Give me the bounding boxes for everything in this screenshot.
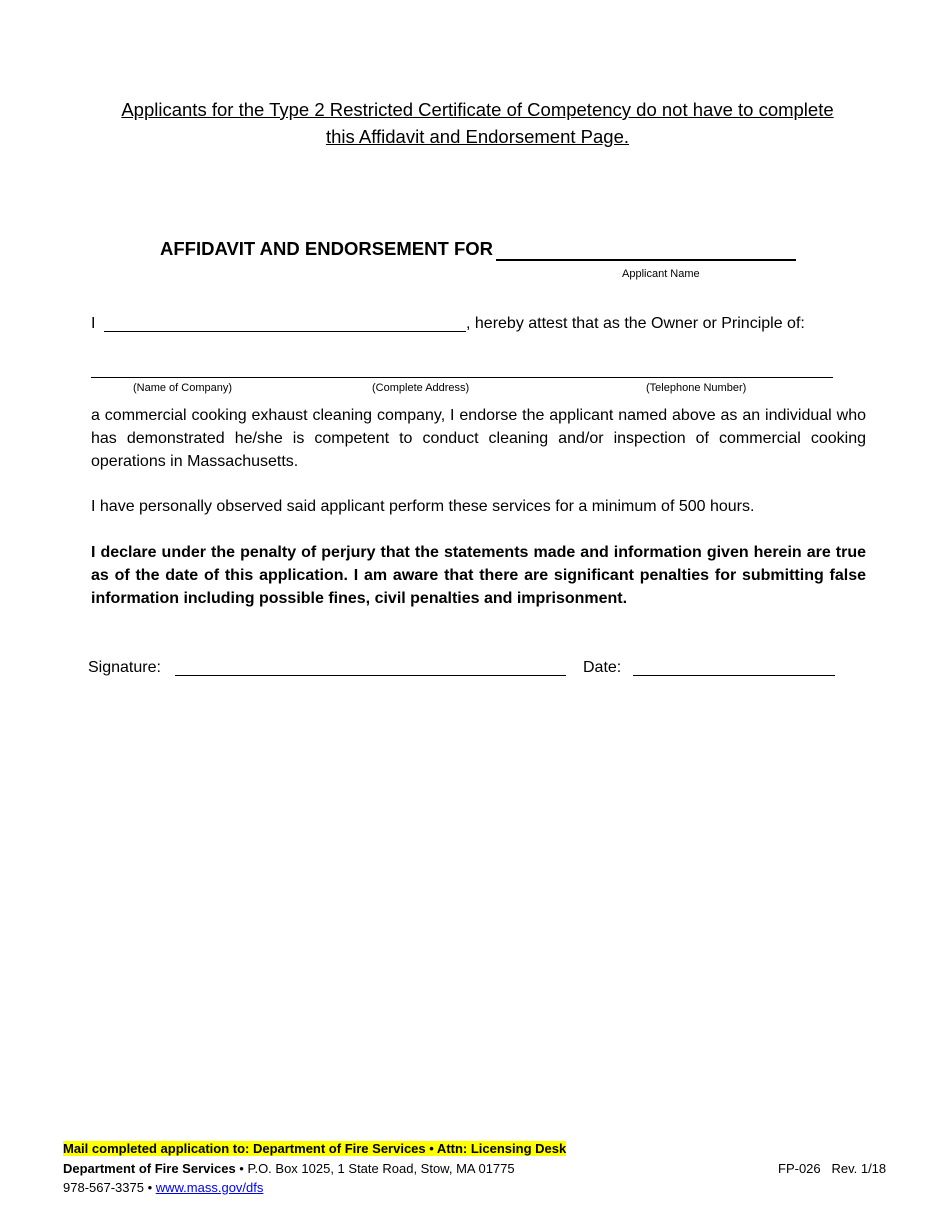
type2-notice xyxy=(80,96,875,150)
footer-address xyxy=(63,1159,515,1178)
attest-suffix: , hereby attest that as the Owner or Principle of: xyxy=(466,315,805,332)
applicant-name-field[interactable] xyxy=(496,259,796,261)
company-address-caption: (Complete Address) xyxy=(372,382,470,394)
website-link[interactable]: www.mass.gov/dfs xyxy=(155,1180,264,1195)
applicant-name-caption: Applicant Name xyxy=(622,268,700,280)
signature-field[interactable] xyxy=(175,675,566,676)
notice-line-1: Applicants for the Type 2 Restricted Certificate of Competency do not have to complete xyxy=(121,99,834,120)
date-field[interactable] xyxy=(633,675,835,676)
notice-line-2: this Affidavit and Endorsement Page. xyxy=(325,126,630,147)
form-id: FP-026 Rev. 1/18 xyxy=(778,1161,887,1176)
date-label: Date: xyxy=(583,659,622,676)
attest-prefix: I xyxy=(91,315,96,332)
signature-label: Signature: xyxy=(88,659,161,676)
mail-instruction-text: Mail completed application to: Department of Fire Services • Attn: Licensing Desk xyxy=(63,1141,567,1156)
observation-paragraph: I have personally observed said applicant perform these services for a minimum of 500 hours. xyxy=(91,498,755,515)
dept-address: • P.O. Box 1025, 1 State Road, Stow, MA 01775 xyxy=(235,1161,515,1176)
company-phone-caption: (Telephone Number) xyxy=(646,382,747,394)
company-name-caption: (Name of Company) xyxy=(133,382,233,394)
attester-name-field[interactable] xyxy=(104,331,466,332)
footer-contact xyxy=(63,1178,263,1197)
company-info-field[interactable] xyxy=(91,377,833,378)
dept-phone: 978-567-3375 • xyxy=(63,1180,156,1195)
perjury-declaration: I declare under the penalty of perjury that the statements made and information given herein are true as of the date of this application. I am aware that there are significant penalties for submitting false information including possible fines, civil penalties and imprisonment. xyxy=(91,544,866,607)
endorsement-paragraph: a commercial cooking exhaust cleaning company, I endorse the applicant named above as an individual who has demonstrated he/she is competent to conduct cleaning and/or inspection of commercial cooking operations in Massachusetts. xyxy=(91,407,866,470)
dept-name: Department of Fire Services xyxy=(63,1161,236,1176)
form-title: AFFIDAVIT AND ENDORSEMENT FOR xyxy=(160,238,493,259)
footer-mail-instruction xyxy=(63,1139,566,1158)
